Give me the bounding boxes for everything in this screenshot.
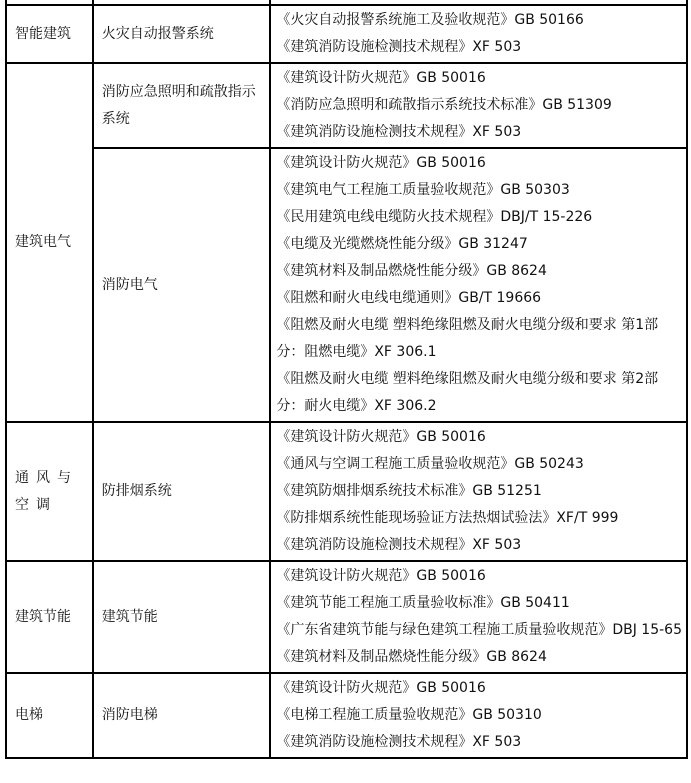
standard-item: 《建筑电气工程施工质量验收规范》GB 50303	[276, 182, 570, 198]
standard-item: 《建筑材料及制品燃烧性能分级》GB 8624	[276, 649, 547, 665]
standard-item: 《电缆及光缆燃烧性能分级》GB 31247	[276, 236, 528, 252]
table-row	[6, 561, 687, 673]
standard-item: 《阻燃及耐火电缆 塑料绝缘阻燃及耐火电缆分级和要求 第2部分：耐火电缆》XF 306.2	[276, 371, 659, 414]
standard-item: 《火灾自动报警系统施工及验收规范》GB 50166	[276, 12, 584, 28]
system-cell: 消防电气	[93, 148, 271, 422]
standards-cell	[270, 5, 687, 63]
standard-item: 《建筑设计防火规范》GB 50016	[276, 568, 486, 584]
category-cell: 智能建筑	[6, 5, 93, 63]
system-cell: 火灾自动报警系统	[93, 5, 271, 63]
table-row	[6, 148, 687, 422]
standard-item: 《建筑消防设施检测技术规程》XF 503	[276, 537, 522, 553]
standard-item: 《电梯工程施工质量验收规范》GB 50310	[276, 707, 542, 723]
system-cell: 消防应急照明和疏散指示系统	[93, 63, 271, 148]
category-cell: 电梯	[6, 673, 93, 758]
standard-item: 《阻燃及耐火电缆 塑料绝缘阻燃及耐火电缆分级和要求 第1部分：阻燃电缆》XF 306.1	[276, 317, 659, 360]
standard-item: 《防排烟系统性能现场验证方法热烟试验法》XF/T 999	[276, 510, 619, 526]
standard-item: 《建筑防烟排烟系统技术标准》GB 51251	[276, 483, 542, 499]
system-cell: 消防电梯	[93, 673, 271, 758]
system-cell: 建筑节能	[93, 561, 271, 673]
system-cell: 防排烟系统	[93, 422, 271, 561]
standard-item: 《建筑设计防火规范》GB 50016	[276, 429, 486, 445]
table-row	[6, 63, 687, 148]
table-row	[6, 673, 687, 758]
category-cell: 建筑节能	[6, 561, 93, 673]
standard-item: 《建筑设计防火规范》GB 50016	[276, 70, 486, 86]
category-cell: 建筑电气	[6, 63, 93, 422]
standards-table	[5, 0, 688, 759]
standards-cell	[270, 422, 687, 561]
standard-item: 《建筑设计防火规范》GB 50016	[276, 155, 486, 171]
standard-item: 《建筑节能工程施工质量验收标准》GB 50411	[276, 595, 570, 611]
standards-cell	[270, 148, 687, 422]
table-row	[6, 422, 687, 561]
standard-item: 《通风与空调工程施工质量验收规范》GB 50243	[276, 456, 584, 472]
table-row	[6, 5, 687, 63]
standard-item: 《民用建筑电线电缆防火技术规程》DBJ/T 15-226	[276, 209, 593, 225]
standard-item: 《建筑消防设施检测技术规程》XF 503	[276, 734, 522, 750]
standard-item: 《建筑消防设施检测技术规程》XF 503	[276, 124, 522, 140]
standard-item: 《建筑消防设施检测技术规程》XF 503	[276, 39, 522, 55]
standard-item: 《广东省建筑节能与绿色建筑工程施工质量验收规范》DBJ 15-65	[276, 622, 682, 638]
standards-cell	[270, 673, 687, 758]
category-cell: 通风与空调	[6, 422, 93, 561]
standard-item: 《消防应急照明和疏散指示系统技术标准》GB 51309	[276, 97, 612, 113]
standard-item: 《阻燃和耐火电线电缆通则》GB/T 19666	[276, 290, 542, 306]
standards-cell	[270, 63, 687, 148]
standard-item: 《建筑设计防火规范》GB 50016	[276, 680, 486, 696]
standard-item: 《建筑材料及制品燃烧性能分级》GB 8624	[276, 263, 547, 279]
standards-cell	[270, 561, 687, 673]
